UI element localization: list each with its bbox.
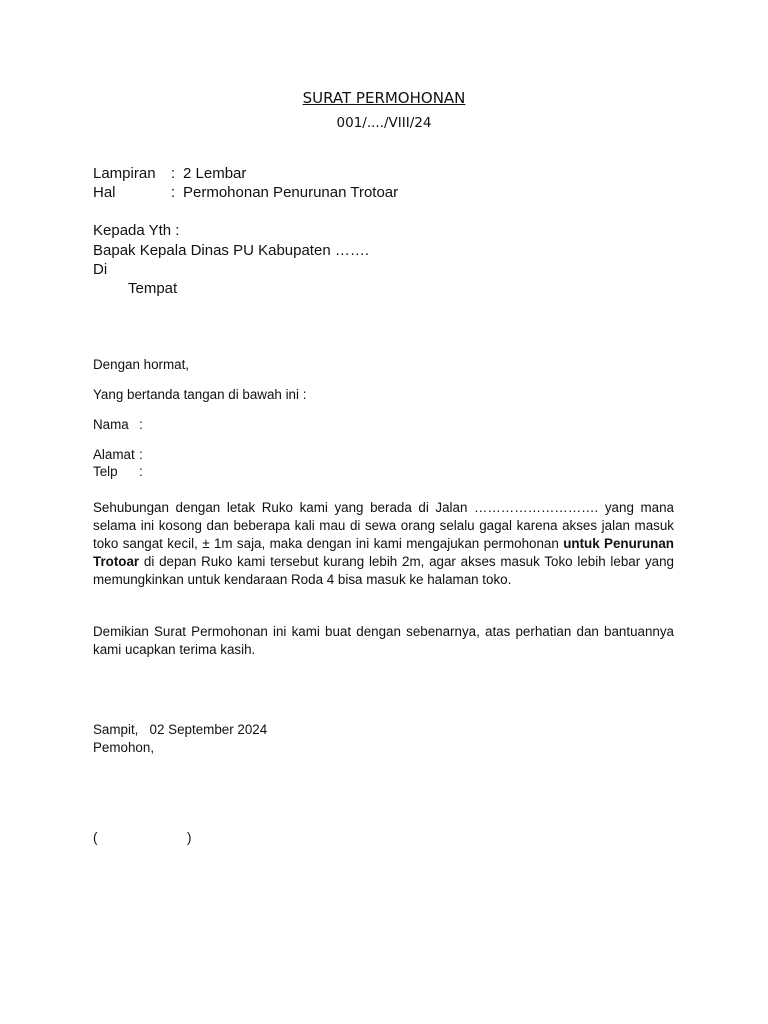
attachment-label: Lampiran: [93, 165, 156, 182]
intro-line: Yang bertanda tangan di bawah ini :: [93, 387, 307, 402]
subject-label: Hal: [93, 184, 116, 201]
body-text-bold: untuk Penurunan Trotoar: [93, 536, 674, 569]
field-address: [93, 447, 143, 462]
subject-colon: :: [171, 184, 176, 201]
field-address-colon: :: [139, 447, 143, 462]
recipient-at: Di: [93, 261, 108, 278]
field-name: [93, 417, 143, 432]
body-text-part1: Sehubungan dengan letak Ruko kami yang berada di Jalan ………………………. yang mana selama ini kosong dan beberapa kali mau di sewa orang selalu gagal karena akses jalan masuk toko sangat kecil, ± 1m saja, maka dengan ini kami mengajukan permohonan: [93, 500, 674, 551]
place-date: Sampit, 02 September 2024: [93, 722, 268, 737]
recipient-place: Tempat: [128, 280, 178, 297]
applicant-label: Pemohon,: [93, 740, 155, 755]
attachment-colon: :: [171, 165, 176, 182]
field-name-colon: :: [139, 417, 143, 432]
field-name-label: Nama: [93, 417, 129, 432]
subject-row: [93, 184, 398, 201]
body-text-part2: di depan Ruko kami tersebut kurang lebih 2m, agar akses masuk Toko lebih lebar yang memungkinkan untuk kendaraan Roda 4 bisa masuk ke halaman toko.: [93, 554, 674, 587]
attachment-value: 2 Lembar: [183, 165, 247, 182]
recipient-name: Bapak Kepala Dinas PU Kabupaten …….: [93, 242, 369, 259]
attachment-row: [93, 165, 246, 182]
field-phone-colon: :: [139, 464, 143, 479]
field-address-label: Alamat: [93, 447, 135, 462]
letter-number: 001/..../VIII/24: [336, 115, 432, 131]
signature-close: ): [187, 830, 192, 845]
closing-paragraph: Demikian Surat Permohonan ini kami buat dengan sebenarnya, atas perhatian dan bantuannya kami ucapkan terima kasih.: [93, 624, 674, 657]
field-phone: [93, 464, 143, 479]
letter-title: SURAT PERMOHONAN: [302, 89, 466, 107]
body-paragraph: [93, 499, 674, 589]
recipient-greeting: Kepada Yth :: [93, 222, 180, 239]
signature-open: (: [93, 830, 98, 845]
subject-value: Permohonan Penurunan Trotoar: [183, 184, 399, 201]
field-phone-label: Telp: [93, 464, 118, 479]
salutation: Dengan hormat,: [93, 357, 190, 372]
